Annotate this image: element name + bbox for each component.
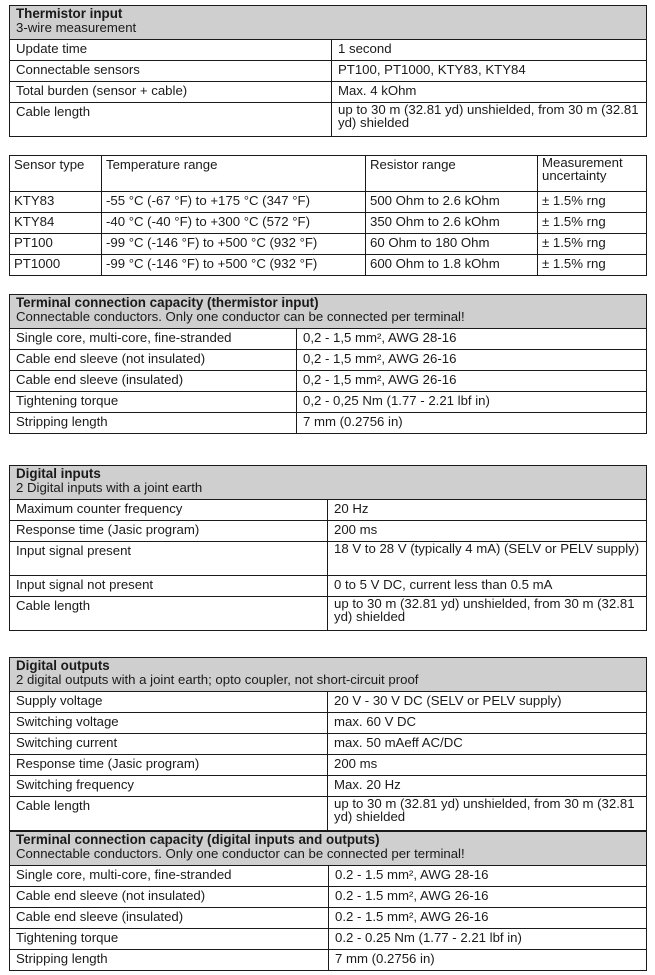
section-subtitle: Connectable conductors. Only one conductor can be connected per terminal! (16, 309, 465, 324)
table-row (10, 371, 647, 392)
row-value: up to 30 m (32.81 yd) unshielded, from 30 m (32.81 yd) shielded (334, 796, 635, 824)
row-value: 0.2 - 1.5 mm², AWG 26-16 (329, 887, 647, 908)
row-value: 0.2 - 0.25 Nm (1.77 - 2.21 lbf in) (329, 929, 647, 950)
section-subtitle: 2 Digital inputs with a joint earth (16, 480, 203, 495)
row-label: Tightening torque (10, 392, 297, 413)
table-row (10, 542, 647, 576)
row-label: Single core, multi-core, fine-stranded (10, 329, 297, 350)
row-value: 20 V - 30 V DC (SELV or PELV supply) (328, 692, 647, 713)
row-value: up to 30 m (32.81 yd) unshielded, from 30 m (32.81 yd) shielded (334, 596, 635, 624)
column-header: Temperature range (102, 156, 366, 192)
row-value: Max. 20 Hz (328, 776, 647, 797)
row-value: 0,2 - 1,5 mm², AWG 28-16 (297, 329, 647, 350)
sensor-type-table (9, 155, 647, 276)
table-cell: PT1000 (10, 255, 102, 276)
section-title: Terminal connection capacity (digital inputs and outputs) (16, 832, 380, 847)
row-label: Cable end sleeve (insulated) (10, 908, 329, 929)
row-value: 0 to 5 V DC, current less than 0.5 mA (328, 576, 647, 597)
table-cell: -99 °C (-146 °F) to +500 °C (932 °F) (102, 255, 366, 276)
table-cell: 60 Ohm to 180 Ohm (366, 234, 538, 255)
row-value: 200 ms (328, 521, 647, 542)
digital-outputs-table (9, 657, 647, 831)
section-title: Digital outputs (16, 658, 110, 673)
table-row (10, 255, 647, 276)
table-row (10, 776, 647, 797)
table-row (10, 82, 647, 103)
table-row (10, 500, 647, 521)
table-cell: 600 Ohm to 1.8 kOhm (366, 255, 538, 276)
table-row (10, 61, 647, 82)
row-label: Response time (Jasic program) (10, 521, 328, 542)
table-row (10, 908, 647, 929)
row-value: max. 50 mAeff AC/DC (328, 734, 647, 755)
terminal-digital-table (9, 831, 647, 971)
row-value: 0,2 - 0,25 Nm (1.77 - 2.21 lbf in) (297, 392, 647, 413)
table-cell: -55 °C (-67 °F) to +175 °C (347 °F) (102, 192, 366, 213)
row-label: Supply voltage (10, 692, 328, 713)
table-row (10, 734, 647, 755)
table-row (10, 234, 647, 255)
row-label: Cable length (10, 103, 332, 137)
section-subtitle: 3-wire measurement (16, 20, 137, 35)
table-row (10, 521, 647, 542)
row-value: 18 V to 28 V (typically 4 mA) (SELV or PELV supply) (334, 541, 640, 556)
table-row (10, 213, 647, 234)
row-value: 200 ms (328, 755, 647, 776)
row-value: up to 30 m (32.81 yd) unshielded, from 30 m (32.81 yd) shielded (338, 102, 639, 130)
section-title: Terminal connection capacity (thermistor input) (16, 295, 319, 310)
terminal-thermistor-table (9, 294, 647, 434)
row-label: Switching voltage (10, 713, 328, 734)
row-label: Connectable sensors (10, 61, 332, 82)
row-value: 0,2 - 1,5 mm², AWG 26-16 (297, 350, 647, 371)
table-row (10, 40, 647, 61)
table-row (10, 597, 647, 631)
table-row (10, 192, 647, 213)
section-title: Digital inputs (16, 466, 101, 481)
row-label: Maximum counter frequency (10, 500, 328, 521)
digital-inputs-table (9, 465, 647, 631)
table-cell: -40 °C (-40 °F) to +300 °C (572 °F) (102, 213, 366, 234)
row-label: Cable length (10, 797, 328, 831)
table-row (10, 713, 647, 734)
table-row (10, 797, 647, 831)
table-cell: -99 °C (-146 °F) to +500 °C (932 °F) (102, 234, 366, 255)
table-row (10, 103, 647, 137)
table-cell: ± 1.5% rng (538, 234, 647, 255)
row-label: Total burden (sensor + cable) (10, 82, 332, 103)
table-cell: 350 Ohm to 2.6 kOhm (366, 213, 538, 234)
table-row (10, 755, 647, 776)
row-value: PT100, PT1000, KTY83, KTY84 (332, 61, 647, 82)
table-row (10, 929, 647, 950)
column-header: Sensor type (10, 156, 102, 192)
section-title: Thermistor input (16, 6, 123, 21)
table-header-row (10, 156, 647, 192)
table-row (10, 329, 647, 350)
table-row (10, 692, 647, 713)
section-header (10, 6, 647, 40)
row-label: Response time (Jasic program) (10, 755, 328, 776)
row-value: 20 Hz (328, 500, 647, 521)
row-label: Stripping length (10, 950, 329, 971)
table-cell: ± 1.5% rng (538, 255, 647, 276)
section-header (10, 658, 647, 692)
row-value: 0.2 - 1.5 mm², AWG 26-16 (329, 908, 647, 929)
section-header (10, 466, 647, 500)
row-label: Cable end sleeve (not insulated) (10, 887, 329, 908)
table-row (10, 887, 647, 908)
row-label: Single core, multi-core, fine-stranded (10, 866, 329, 887)
thermistor-input-table (9, 5, 647, 137)
row-label: Input signal present (10, 542, 328, 576)
row-label: Cable end sleeve (not insulated) (10, 350, 297, 371)
row-label: Input signal not present (10, 576, 328, 597)
section-header (10, 832, 647, 866)
table-cell: ± 1.5% rng (538, 192, 647, 213)
table-row (10, 576, 647, 597)
row-value: 0.2 - 1.5 mm², AWG 28-16 (329, 866, 647, 887)
row-label: Cable length (10, 597, 328, 631)
table-cell: KTY83 (10, 192, 102, 213)
table-cell: 500 Ohm to 2.6 kOhm (366, 192, 538, 213)
table-row (10, 866, 647, 887)
row-label: Tightening torque (10, 929, 329, 950)
row-value: Max. 4 kOhm (332, 82, 647, 103)
row-value: 7 mm (0.2756 in) (297, 413, 647, 434)
table-row (10, 950, 647, 971)
table-row (10, 350, 647, 371)
row-label: Cable end sleeve (insulated) (10, 371, 297, 392)
table-cell: ± 1.5% rng (538, 213, 647, 234)
row-value: 7 mm (0.2756 in) (329, 950, 647, 971)
row-label: Switching current (10, 734, 328, 755)
section-subtitle: Connectable conductors. Only one conductor can be connected per terminal! (16, 846, 465, 861)
row-label: Switching frequency (10, 776, 328, 797)
section-header (10, 295, 647, 329)
column-header: Measurement uncertainty (542, 155, 623, 183)
column-header: Resistor range (366, 156, 538, 192)
table-row (10, 413, 647, 434)
row-value: 1 second (332, 40, 647, 61)
table-row (10, 392, 647, 413)
table-cell: PT100 (10, 234, 102, 255)
row-value: 0,2 - 1,5 mm², AWG 26-16 (297, 371, 647, 392)
table-cell: KTY84 (10, 213, 102, 234)
row-value: max. 60 V DC (328, 713, 647, 734)
row-label: Stripping length (10, 413, 297, 434)
section-subtitle: 2 digital outputs with a joint earth; opto coupler, not short-circuit proof (16, 672, 419, 687)
row-label: Update time (10, 40, 332, 61)
